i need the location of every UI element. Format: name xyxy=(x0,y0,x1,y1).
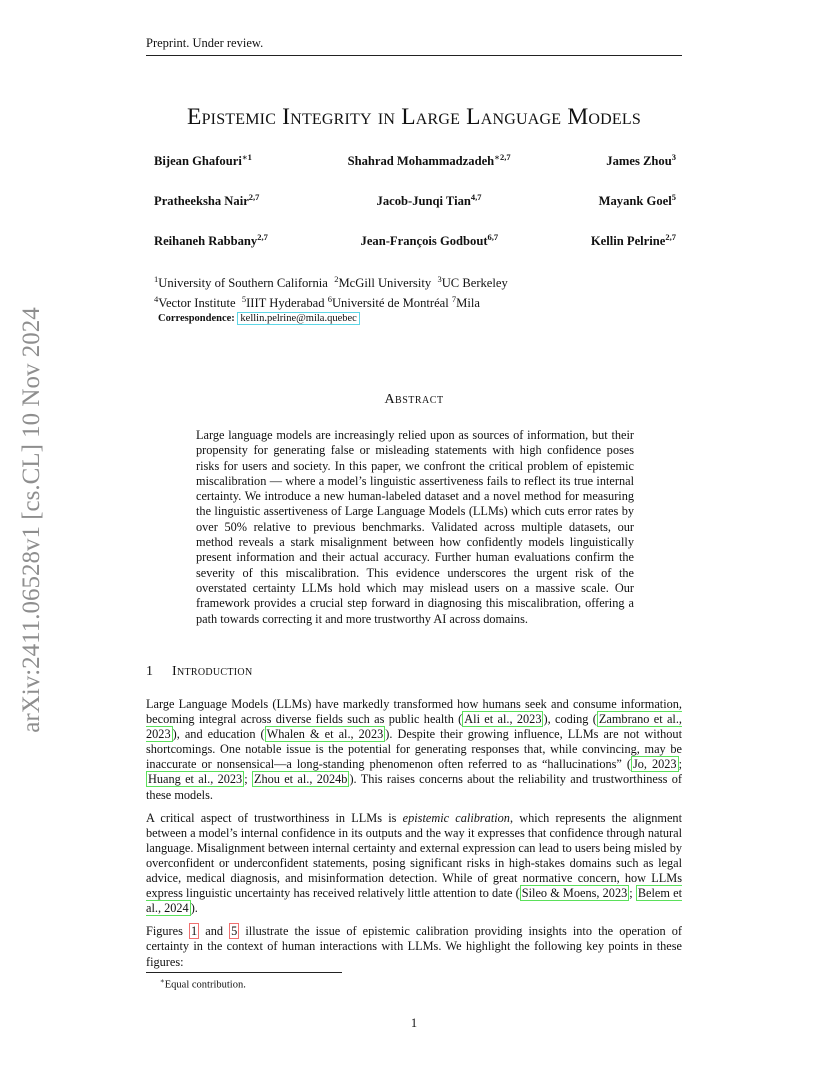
author: Shahrad Mohammadzadeh$^{∗2,7}$ xyxy=(347,152,511,169)
abstract-text: Large language models are increasingly relied upon as sources of information, but their propensity for generating false or misleading statements with high confidence poses risks for users and society. In this paper, we confront the critical problem of epistemic miscalibration — where a model’s linguistic assertiveness fails to reflect its true internal certainty. We introduce a new human-labeled dataset and a novel method for measuring the linguistic assertiveness of Large Language Models (LLMs) which cuts error rates by over 50% relative to previous benchmarks. Validated across multiple datasets, our method reveals a stark misalignment between how confidently models linguistically present information and their actual accuracy. Further human evaluations confirm the severity of this miscalibration. This evidence underscores the urgent risk of the overstated certainty LLMs hold which may mislead users on a massive scale. Our framework provides a crucial step forward in diagnosing this miscalibration, offering a path towards correcting it and more trustworthy AI across domains. xyxy=(196,428,634,626)
correspondence-email-link[interactable]: kellin.pelrine@mila.quebec xyxy=(237,312,359,325)
citation-link[interactable]: Zhou et al., 2024b xyxy=(253,772,348,787)
author-row xyxy=(154,232,676,272)
paper-title: Epistemic Integrity in Large Language Models xyxy=(187,104,641,130)
citation-link[interactable]: Huang et al., 2023 xyxy=(148,772,243,787)
footnote-rule xyxy=(146,972,342,973)
section-heading xyxy=(146,664,682,680)
author: Bijean Ghafouri$^{∗1}$ xyxy=(154,152,252,169)
figure-ref-link[interactable]: 5 xyxy=(231,924,238,939)
citation-link[interactable]: Zambrano et al., 2023 xyxy=(146,712,682,742)
page-number: 1 xyxy=(410,1016,418,1030)
abstract-heading: Abstract xyxy=(384,392,444,407)
citation-link[interactable]: Belem et al., 2024 xyxy=(146,886,682,916)
affiliation-line: $^4$Vector Institute $^5$IIIT Hyderabad $^6$Université de Montréal $^7$Mila xyxy=(154,294,480,311)
author-row xyxy=(154,192,676,232)
citation-link[interactable]: Whalen & et al., 2023 xyxy=(266,727,384,742)
correspondence xyxy=(158,311,674,327)
author: Jean-François Godbout$^{6,7}$ xyxy=(360,232,499,249)
footnote: ∗Equal contribution. xyxy=(160,977,246,991)
author: Mayank Goel$^5$ xyxy=(598,192,676,209)
paragraph: A critical aspect of trustworthiness in LLMs is epistemic calibration, which represents the alignment between a model’s internal confidence in its outputs and the way it expresses that confidence through natural language. Misalignment between internal certainty and external expression can lead to users being misled by overconfident or underconfident statements, posing significant risks in high-stakes domains such as legal advice, medical diagnosis, and misinformation detection. While of great normative concern, how LLMs express linguistic uncertainty has received relatively little attention to date ( Sileo & Moens, 2023 ; Belem et al., 2024 ). xyxy=(146,810,682,916)
author: Reihaneh Rabbany$^{2,7}$ xyxy=(154,232,268,249)
arxiv-identifier: arXiv:2411.06528v1 [cs.CL] 10 Nov 2024 xyxy=(18,307,45,733)
section-title: Introduction xyxy=(172,664,253,679)
citation-link[interactable]: Sileo & Moens, 2023 xyxy=(521,886,628,901)
author: Pratheeksha Nair$^{2,7}$ xyxy=(154,192,260,209)
citation-link[interactable]: Jo, 2023 xyxy=(632,757,677,772)
correspondence-label: Correspondence: xyxy=(158,313,235,325)
citation-link[interactable]: Ali et al., 2023 xyxy=(464,712,542,727)
author: Jacob-Junqi Tian$^{4,7}$ xyxy=(376,192,482,209)
affiliations xyxy=(154,271,674,327)
running-head: Preprint. Under review. xyxy=(146,36,682,56)
paragraph: Large Language Models (LLMs) have markedly transformed how humans seek and consume information, becoming integral across diverse fields such as public health ( Ali et al., 2023 ), coding ( Zambrano et al., 2023 ), and education ( Whalen & et al., 2023 ). Despite their growing influence, LLMs are not without shortcomings. One notable issue is the potential for generating responses that, while convincing, may be inaccurate or nonsensical—a long-standing phenomenon often referred to as “hallucinations” ( Jo, 2023 ; Huang et al., 2023 ; Zhou et al., 2024b ). This raises concerns about the reliability and trustworthiness of these models. xyxy=(146,697,683,802)
figure-ref-link[interactable]: 1 xyxy=(191,924,198,939)
body-text xyxy=(146,697,682,978)
author: James Zhou$^3$ xyxy=(606,152,676,169)
paragraph: Figures 1 and 5 illustrate the issue of epistemic calibration providing insights into the operation of certainty in the context of human interactions with LLMs. We highlight the following key points in these figures: xyxy=(146,924,683,969)
section-number: 1 xyxy=(146,664,154,679)
author: Kellin Pelrine$^{2,7}$ xyxy=(590,232,676,249)
affiliation-line: $^1$University of Southern California $^2$McGill University $^3$UC Berkeley xyxy=(154,274,508,291)
author-row xyxy=(154,152,676,192)
author-block xyxy=(154,152,676,272)
